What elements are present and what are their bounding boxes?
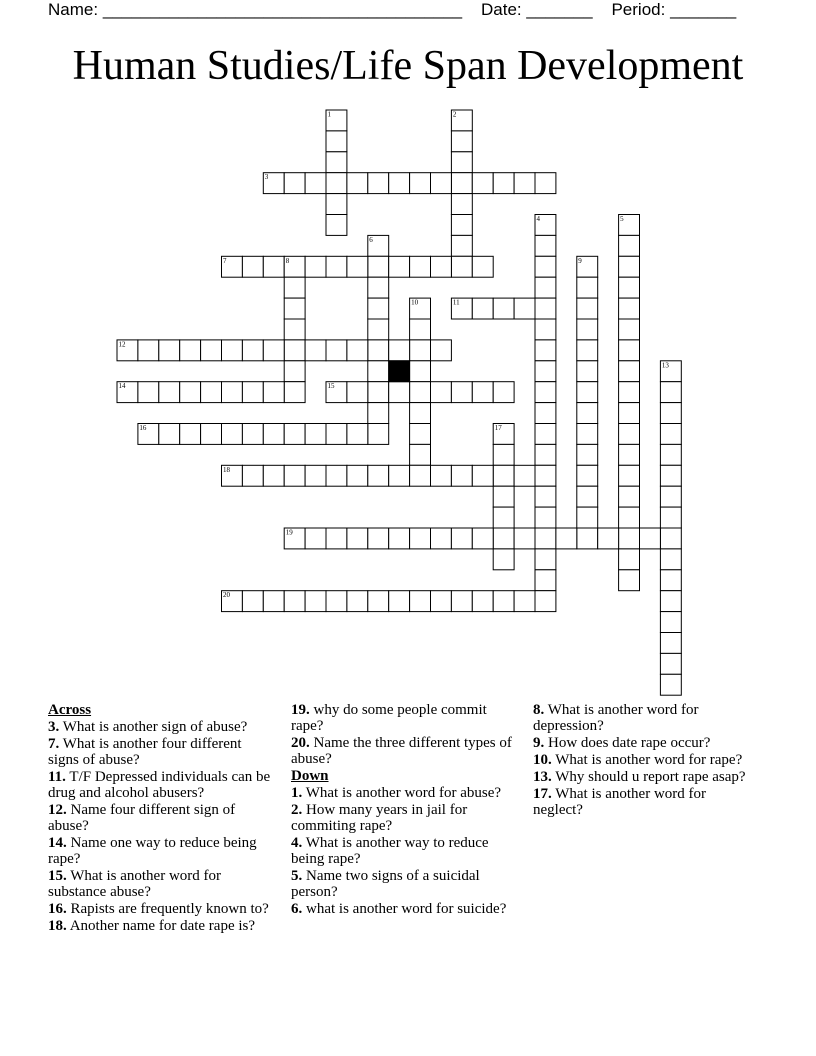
grid-cell[interactable] <box>347 256 368 277</box>
grid-cell[interactable] <box>493 528 514 549</box>
grid-cell[interactable] <box>326 256 347 277</box>
grid-cell[interactable] <box>347 424 368 445</box>
clue-text: why do some people commit rape? <box>291 702 487 734</box>
grid-cell[interactable] <box>598 528 619 549</box>
grid-cell[interactable] <box>326 424 347 445</box>
grid-cell[interactable] <box>535 361 556 382</box>
grid-cell[interactable] <box>619 235 640 256</box>
grid-cell[interactable] <box>222 340 243 361</box>
grid-cell[interactable] <box>660 612 681 633</box>
across-clue <box>48 802 274 834</box>
clue-number: 17. <box>533 786 552 802</box>
across-clue <box>48 769 274 801</box>
grid-cell[interactable] <box>472 298 493 319</box>
grid-cell[interactable] <box>326 465 347 486</box>
grid-cell[interactable] <box>305 173 326 194</box>
down-clue <box>533 752 759 768</box>
grid-cell[interactable] <box>619 549 640 570</box>
grid-cell[interactable] <box>263 382 284 403</box>
grid-cell[interactable] <box>284 591 305 612</box>
grid-cell[interactable] <box>577 486 598 507</box>
grid-cell[interactable] <box>514 173 535 194</box>
grid-cell[interactable] <box>514 591 535 612</box>
clue-text: What is another word for depression? <box>533 702 699 734</box>
clue-number-label: 5 <box>620 215 624 223</box>
grid-cell[interactable] <box>660 486 681 507</box>
black-grid-cell <box>389 361 410 382</box>
grid-cell[interactable] <box>535 424 556 445</box>
down-clue <box>291 835 517 867</box>
grid-cell[interactable] <box>201 382 222 403</box>
grid-cell[interactable] <box>368 528 389 549</box>
clue-number: 12. <box>48 802 67 818</box>
name-label: Name: <box>48 0 99 19</box>
clues-column-1 <box>48 702 274 935</box>
grid-cell[interactable] <box>242 424 263 445</box>
clue-number: 9. <box>533 735 545 751</box>
grid-cell[interactable] <box>263 340 284 361</box>
clue-number-label: 13 <box>661 361 669 370</box>
grid-cell[interactable] <box>640 528 661 549</box>
grid-cell[interactable] <box>389 465 410 486</box>
down-clue <box>533 702 759 734</box>
grid-cell[interactable] <box>535 340 556 361</box>
clue-text: What is another sign of abuse? <box>62 719 248 735</box>
grid-cell[interactable] <box>305 424 326 445</box>
down-clue <box>291 901 517 917</box>
grid-cell[interactable] <box>431 340 452 361</box>
clue-number: 10. <box>533 752 552 768</box>
grid-cell[interactable] <box>660 674 681 695</box>
clue-number-label: 11 <box>452 298 460 307</box>
clue-text: What is another word for neglect? <box>533 786 707 818</box>
grid-cell[interactable] <box>535 465 556 486</box>
grid-cell[interactable] <box>472 591 493 612</box>
grid-cell[interactable] <box>326 215 347 236</box>
grid-cell[interactable] <box>577 465 598 486</box>
grid-cell[interactable] <box>284 319 305 340</box>
name-blank[interactable]: ______________________________________ <box>102 0 463 19</box>
grid-cell[interactable] <box>159 382 180 403</box>
clue-number: 1. <box>291 785 303 801</box>
grid-cell[interactable] <box>451 465 472 486</box>
across-clue <box>48 901 274 917</box>
grid-cell[interactable] <box>451 173 472 194</box>
clue-text: what is another word for suicide? <box>306 901 507 917</box>
grid-cell[interactable] <box>535 256 556 277</box>
clue-text: What is another four different signs of abuse? <box>48 736 242 768</box>
grid-cell[interactable] <box>619 570 640 591</box>
grid-cell[interactable] <box>368 465 389 486</box>
grid-cell[interactable] <box>410 403 431 424</box>
grid-cell[interactable] <box>472 528 493 549</box>
grid-cell[interactable] <box>347 591 368 612</box>
grid-cell[interactable] <box>242 591 263 612</box>
grid-cell[interactable] <box>577 507 598 528</box>
across-clue <box>48 835 274 867</box>
grid-cell[interactable] <box>493 507 514 528</box>
grid-cell[interactable] <box>619 277 640 298</box>
grid-cell[interactable] <box>347 528 368 549</box>
clue-number-label: 1 <box>327 110 331 119</box>
grid-cell[interactable] <box>493 549 514 570</box>
grid-cell[interactable] <box>451 256 472 277</box>
grid-cell[interactable] <box>493 465 514 486</box>
down-heading: Down <box>291 768 329 784</box>
clues-column-2 <box>291 702 517 918</box>
grid-cell[interactable] <box>577 340 598 361</box>
grid-cell[interactable] <box>619 319 640 340</box>
clue-text: What is another word for abuse? <box>305 785 502 801</box>
grid-cell[interactable] <box>660 570 681 591</box>
grid-cell[interactable] <box>472 256 493 277</box>
grid-cell[interactable] <box>326 173 347 194</box>
grid-cell[interactable] <box>660 633 681 654</box>
grid-cell[interactable] <box>660 549 681 570</box>
clue-number: 3. <box>48 719 60 735</box>
across-heading: Across <box>48 702 92 718</box>
grid-cell[interactable] <box>305 465 326 486</box>
period-label: Period: <box>611 0 666 19</box>
grid-cell[interactable] <box>619 465 640 486</box>
grid-cell[interactable] <box>535 277 556 298</box>
across-clue <box>291 735 517 767</box>
grid-cell[interactable] <box>284 298 305 319</box>
down-clue <box>291 802 517 834</box>
grid-cell[interactable] <box>451 194 472 215</box>
grid-cell[interactable] <box>159 424 180 445</box>
clue-text: How does date rape occur? <box>548 735 711 751</box>
grid-cell[interactable] <box>431 173 452 194</box>
grid-cell[interactable] <box>577 424 598 445</box>
grid-cell[interactable] <box>535 403 556 424</box>
grid-cell[interactable] <box>368 361 389 382</box>
clue-text: Why should u report rape asap? <box>555 769 746 785</box>
grid-cell[interactable] <box>368 319 389 340</box>
grid-cell[interactable] <box>472 465 493 486</box>
grid-cell[interactable] <box>347 465 368 486</box>
grid-cell[interactable] <box>431 382 452 403</box>
clue-number-label: 8 <box>285 256 290 265</box>
grid-cell[interactable] <box>619 256 640 277</box>
grid-cell[interactable] <box>389 173 410 194</box>
grid-cell[interactable] <box>431 256 452 277</box>
grid-cell[interactable] <box>201 424 222 445</box>
clue-number-label: 12 <box>118 340 126 349</box>
clue-number-label: 19 <box>285 528 293 537</box>
date-blank[interactable]: _______ <box>526 0 593 19</box>
grid-cell[interactable] <box>556 528 577 549</box>
clue-number: 11. <box>48 769 66 785</box>
across-clue <box>48 736 274 768</box>
grid-cell[interactable] <box>577 444 598 465</box>
clue-number-label: 18 <box>223 465 230 474</box>
grid-cell[interactable] <box>326 131 347 152</box>
grid-cell[interactable] <box>138 340 159 361</box>
grid-cell[interactable] <box>577 403 598 424</box>
clue-text: Name four different sign of abuse? <box>48 802 236 834</box>
grid-cell[interactable] <box>451 131 472 152</box>
grid-cell[interactable] <box>493 486 514 507</box>
across-clue <box>48 868 274 900</box>
clue-number: 20. <box>291 735 310 751</box>
grid-cell[interactable] <box>431 528 452 549</box>
grid-cell[interactable] <box>577 528 598 549</box>
grid-cell[interactable] <box>660 507 681 528</box>
grid-cell[interactable] <box>368 403 389 424</box>
grid-cell[interactable] <box>493 173 514 194</box>
grid-cell[interactable] <box>577 382 598 403</box>
grid-cell[interactable] <box>180 340 201 361</box>
grid-cell[interactable] <box>368 424 389 445</box>
grid-cell[interactable] <box>410 382 431 403</box>
grid-cell[interactable] <box>493 382 514 403</box>
grid-cell[interactable] <box>389 591 410 612</box>
grid-cell[interactable] <box>472 173 493 194</box>
clue-text: Another name for date rape is? <box>69 918 256 934</box>
clue-number: 7. <box>48 736 60 752</box>
grid-cell[interactable] <box>535 507 556 528</box>
clue-number-label: 15 <box>327 382 335 391</box>
grid-cell[interactable] <box>619 528 640 549</box>
grid-cell[interactable] <box>472 382 493 403</box>
grid-cell[interactable] <box>284 277 305 298</box>
grid-cell[interactable] <box>535 486 556 507</box>
grid-cell[interactable] <box>389 528 410 549</box>
clue-text: What is another word for rape? <box>555 752 743 768</box>
clue-number: 6. <box>291 901 303 917</box>
grid-cell[interactable] <box>410 340 431 361</box>
grid-cell[interactable] <box>493 298 514 319</box>
grid-cell[interactable] <box>451 215 472 236</box>
grid-cell[interactable] <box>305 591 326 612</box>
down-clue <box>533 786 759 818</box>
grid-cell[interactable] <box>535 549 556 570</box>
down-clue <box>291 785 517 801</box>
across-clue <box>48 918 274 934</box>
grid-cell[interactable] <box>451 235 472 256</box>
across-clue <box>48 719 274 735</box>
clue-number-label: 6 <box>369 235 373 244</box>
clue-number: 14. <box>48 835 67 851</box>
grid-cell[interactable] <box>284 424 305 445</box>
clue-number-label: 7 <box>223 256 227 265</box>
grid-cell[interactable] <box>619 298 640 319</box>
grid-cell[interactable] <box>138 382 159 403</box>
clue-number: 13. <box>533 769 552 785</box>
grid-cell[interactable] <box>368 256 389 277</box>
grid-cell[interactable] <box>535 382 556 403</box>
grid-cell[interactable] <box>410 319 431 340</box>
grid-cell[interactable] <box>619 507 640 528</box>
grid-cell[interactable] <box>410 444 431 465</box>
grid-cell[interactable] <box>284 173 305 194</box>
grid-cell[interactable] <box>284 382 305 403</box>
grid-cell[interactable] <box>347 382 368 403</box>
grid-cell[interactable] <box>577 298 598 319</box>
clue-text: How many years in jail for commiting rape? <box>291 802 468 834</box>
grid-cell[interactable] <box>347 340 368 361</box>
clue-number: 2. <box>291 802 303 818</box>
grid-cell[interactable] <box>619 486 640 507</box>
clue-text: What is another way to reduce being rape? <box>291 835 489 867</box>
clue-text: Name one way to reduce being rape? <box>48 835 257 867</box>
grid-cell[interactable] <box>431 591 452 612</box>
grid-cell[interactable] <box>347 173 368 194</box>
grid-cell[interactable] <box>326 152 347 173</box>
grid-cell[interactable] <box>180 424 201 445</box>
clue-number-label: 2 <box>452 110 457 119</box>
grid-cell[interactable] <box>368 277 389 298</box>
grid-cell[interactable] <box>368 382 389 403</box>
grid-cell[interactable] <box>535 570 556 591</box>
page-title: Human Studies/Life Span Development <box>72 43 744 89</box>
grid-cell[interactable] <box>389 340 410 361</box>
grid-cell[interactable] <box>284 340 305 361</box>
grid-cell[interactable] <box>389 382 410 403</box>
grid-cell[interactable] <box>431 465 452 486</box>
clue-number: 19. <box>291 702 310 718</box>
grid-cell[interactable] <box>326 591 347 612</box>
clue-number-label: 4 <box>536 215 540 223</box>
clue-number-label: 16 <box>139 424 147 432</box>
grid-cell[interactable] <box>305 256 326 277</box>
grid-cell[interactable] <box>535 235 556 256</box>
grid-cell[interactable] <box>159 340 180 361</box>
clue-number-label: 20 <box>223 591 230 600</box>
grid-cell[interactable] <box>263 256 284 277</box>
grid-cell[interactable] <box>660 528 681 549</box>
clue-number: 8. <box>533 702 545 718</box>
grid-cell[interactable] <box>326 528 347 549</box>
grid-cell[interactable] <box>368 591 389 612</box>
clue-text: T/F Depressed individuals can be drug and alcohol abusers? <box>48 769 271 801</box>
grid-cell[interactable] <box>242 465 263 486</box>
clue-text: Name the three different types of abuse? <box>291 735 512 767</box>
grid-cell[interactable] <box>451 528 472 549</box>
grid-cell[interactable] <box>368 340 389 361</box>
grid-cell[interactable] <box>201 340 222 361</box>
grid-cell[interactable] <box>263 465 284 486</box>
clue-number-label: 3 <box>264 173 269 182</box>
date-label: Date: <box>481 0 522 19</box>
grid-cell[interactable] <box>660 465 681 486</box>
grid-cell[interactable] <box>410 173 431 194</box>
grid-cell[interactable] <box>535 173 556 194</box>
grid-cell[interactable] <box>619 403 640 424</box>
grid-cell[interactable] <box>577 361 598 382</box>
grid-cell[interactable] <box>514 298 535 319</box>
grid-cell[interactable] <box>660 403 681 424</box>
grid-cell[interactable] <box>535 444 556 465</box>
grid-cell[interactable] <box>619 340 640 361</box>
down-clue <box>291 868 517 900</box>
clue-number-label: 10 <box>411 298 419 307</box>
grid-cell[interactable] <box>305 528 326 549</box>
grid-cell[interactable] <box>284 361 305 382</box>
grid-cell[interactable] <box>660 424 681 445</box>
grid-cell[interactable] <box>242 382 263 403</box>
grid-cell[interactable] <box>305 340 326 361</box>
grid-cell[interactable] <box>535 528 556 549</box>
grid-cell[interactable] <box>514 528 535 549</box>
grid-cell[interactable] <box>577 319 598 340</box>
clue-text: What is another word for substance abuse? <box>48 868 222 900</box>
grid-cell[interactable] <box>619 444 640 465</box>
clue-number-label: 9 <box>578 256 582 265</box>
clue-number: 18. <box>48 918 67 934</box>
grid-cell[interactable] <box>410 591 431 612</box>
grid-cell[interactable] <box>410 256 431 277</box>
clue-text: Name two signs of a suicidal person? <box>291 868 480 900</box>
grid-cell[interactable] <box>619 382 640 403</box>
grid-cell[interactable] <box>242 340 263 361</box>
clue-number: 16. <box>48 901 67 917</box>
clue-number: 15. <box>48 868 67 884</box>
grid-cell[interactable] <box>660 591 681 612</box>
down-clue <box>533 769 759 785</box>
grid-cell[interactable] <box>451 591 472 612</box>
grid-cell[interactable] <box>660 382 681 403</box>
grid-cell[interactable] <box>284 465 305 486</box>
grid-cell[interactable] <box>263 424 284 445</box>
clues-column-3 <box>533 702 759 819</box>
grid-cell[interactable] <box>493 444 514 465</box>
grid-cell[interactable] <box>410 361 431 382</box>
across-clue <box>291 702 517 734</box>
grid-cell[interactable] <box>619 361 640 382</box>
clue-text: Rapists are frequently known to? <box>70 901 269 917</box>
grid-cell[interactable] <box>326 340 347 361</box>
grid-cell[interactable] <box>180 382 201 403</box>
grid-cell[interactable] <box>368 173 389 194</box>
grid-cell[interactable] <box>222 424 243 445</box>
clue-number: 4. <box>291 835 303 851</box>
grid-cell[interactable] <box>660 653 681 674</box>
grid-cell[interactable] <box>451 152 472 173</box>
grid-cell[interactable] <box>410 528 431 549</box>
grid-cell[interactable] <box>660 444 681 465</box>
grid-cell[interactable] <box>514 465 535 486</box>
grid-cell[interactable] <box>577 277 598 298</box>
grid-cell[interactable] <box>619 424 640 445</box>
grid-cell[interactable] <box>263 591 284 612</box>
grid-cell[interactable] <box>368 298 389 319</box>
grid-cell[interactable] <box>451 382 472 403</box>
grid-cell[interactable] <box>389 256 410 277</box>
grid-cell[interactable] <box>242 256 263 277</box>
grid-cell[interactable] <box>326 194 347 215</box>
clue-number-label: 14 <box>118 382 126 391</box>
grid-cell[interactable] <box>535 319 556 340</box>
down-clue <box>533 735 759 751</box>
grid-cell[interactable] <box>493 591 514 612</box>
grid-cell[interactable] <box>535 591 556 612</box>
clue-number: 5. <box>291 868 303 884</box>
grid-cell[interactable] <box>535 298 556 319</box>
grid-cell[interactable] <box>410 424 431 445</box>
period-blank[interactable]: _______ <box>670 0 737 19</box>
clue-number-label: 17 <box>494 424 502 432</box>
grid-cell[interactable] <box>410 465 431 486</box>
grid-cell[interactable] <box>222 382 243 403</box>
